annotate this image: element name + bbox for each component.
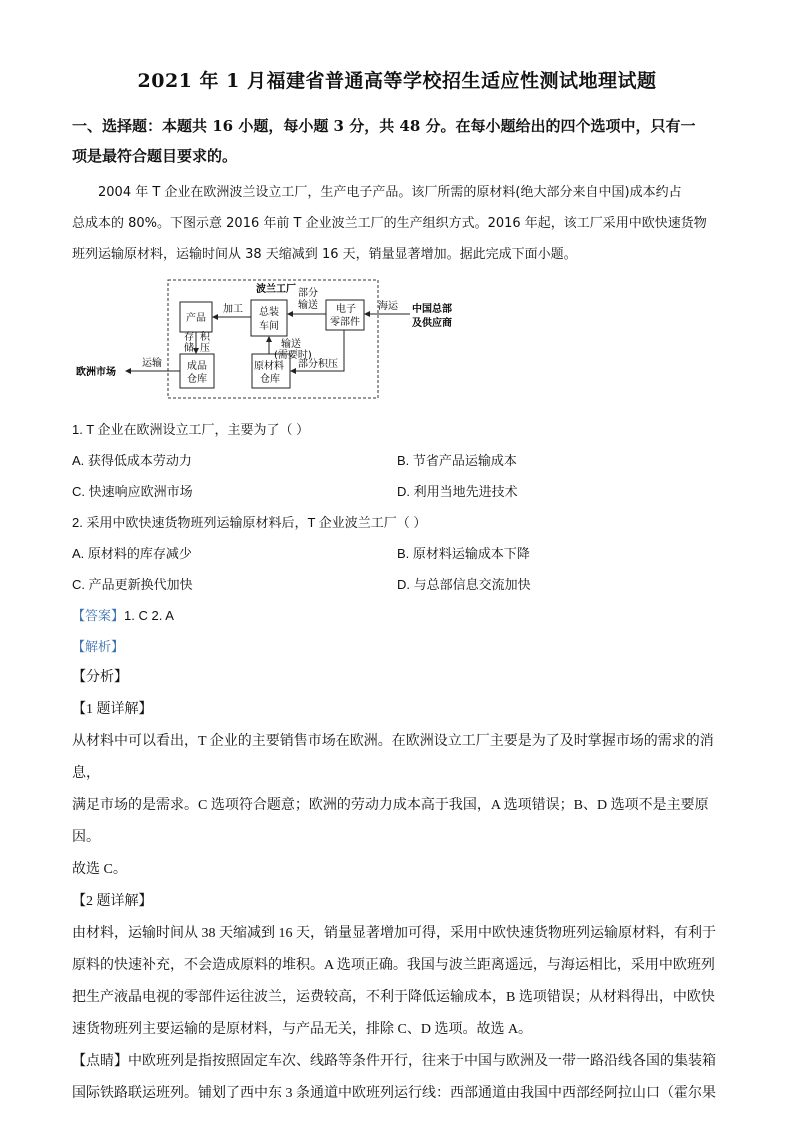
backlog-2: 压 <box>200 343 210 354</box>
detail-2-line-2: 原料的快速补充，不会造成原料的堆积。A 选项正确。我国与波兰距离遥远，与海运相比，采用中欧班列 <box>72 958 715 973</box>
q2-option-c: C. 产品更新换代加快 <box>72 577 193 592</box>
intro-line-3: 班列运输原材料，运输时间从 38 天缩减到 16 天，销量显著增加。据此完成下面小题。 <box>72 247 577 262</box>
partial-transport-1: 部分 <box>298 288 318 299</box>
detail-1-line-3: 故选 C。 <box>72 862 127 877</box>
dianjing-tag: 【点睛】 <box>72 1054 128 1069</box>
raw-label-1: 原材料 <box>254 361 284 372</box>
section-heading-line2: 项是最符合题目要求的。 <box>72 147 238 165</box>
q1-option-a: A. 获得低成本劳动力 <box>72 453 192 468</box>
detail-2-line-1: 由材料，运输时间从 38 天缩减到 16 天，销量显著增加可得，采用中欧快速货物班列运输原材料，有利于 <box>72 926 716 941</box>
process-label: 加工 <box>223 304 243 315</box>
question-1-stem: 1. T 企业在欧洲设立工厂，主要为了（ ） <box>72 422 310 437</box>
detail-1-line-1: 从材料中可以看出，T 企业的主要销售市场在欧洲。在欧洲设立工厂主要是为了及时掌握市场的需求的消息， <box>72 734 714 781</box>
production-diagram <box>76 274 496 404</box>
detail-2-line-3: 把生产液晶电视的零部件运往波兰，运费较高，不利于降低运输成本，B 选项错误；从材料得出，中欧快 <box>72 990 715 1005</box>
intro-line-2: 总成本的 80%。下图示意 2016 年前 T 企业波兰工厂的生产组织方式。2016 年起，该工厂采用中欧快速货物 <box>72 216 707 231</box>
deliver-1: 输送 <box>281 339 301 350</box>
assembly-label-1: 总装 <box>259 307 279 318</box>
sea-label: 海运 <box>378 301 398 312</box>
page <box>72 66 722 1110</box>
page-title: 2021 年 1 月福建省普通高等学校招生适应性测试地理试题 <box>137 70 657 92</box>
q2-option-a: A. 原材料的库存减少 <box>72 546 192 561</box>
analysis-tag: 【解析】 <box>72 639 125 654</box>
question-1-options <box>72 445 722 507</box>
dianjing-line-2: 国际铁路联运班列。铺划了西中东 3 条通道中欧班列运行线：西部通道由我国中西部经阿拉山口（霍尔果 <box>72 1086 716 1101</box>
storage-1: 存 <box>184 332 194 343</box>
q2-option-b: B. 原材料运输成本下降 <box>397 546 530 561</box>
fenxi-tag: 【分析】 <box>72 670 128 685</box>
assembly-label-2: 车间 <box>259 321 279 332</box>
market-label: 欧洲市场 <box>76 367 116 378</box>
question-2-options <box>72 538 722 600</box>
backlog-1: 积 <box>200 332 210 343</box>
q1-option-d: D. 利用当地先进技术 <box>397 484 518 499</box>
hq-label-2: 及供应商 <box>412 318 452 329</box>
question-2-stem: 2. 采用中欧快速货物班列运输原材料后，T 企业波兰工厂（ ） <box>72 515 427 530</box>
detail-2-line-4: 速货物班列主要运输的是原材料，与产品无关，排除 C、D 选项。故选 A。 <box>72 1022 533 1037</box>
intro-line-1: 2004 年 T 企业在欧洲波兰设立工厂，生产电子产品。该厂所需的原材料(绝大部分来自中国)成本约占 <box>98 185 682 200</box>
q2-option-d: D. 与总部信息交流加快 <box>397 577 531 592</box>
dianjing-line-1 <box>72 1046 722 1078</box>
dianjing-text-1: 中欧班列是指按照固定车次、线路等条件开行，往来于中国与欧洲及一带一路沿线各国的集装箱 <box>128 1054 716 1069</box>
answer-text: 1. C 2. A <box>124 608 174 623</box>
q1-option-c: C. 快速响应欧洲市场 <box>72 484 193 499</box>
warehouse-label-2: 仓库 <box>187 374 207 385</box>
hq-label-1: 中国总部 <box>412 304 452 315</box>
section-heading-line1: 一、选择题：本题共 16 小题，每小题 3 分，共 48 分。在每小题给出的四个选项中，只有一 <box>72 117 696 135</box>
components-label-1: 电子 <box>336 304 356 315</box>
detail-2-head: 【2 题详解】 <box>72 894 153 909</box>
warehouse-label-1: 成品 <box>187 361 207 372</box>
partial-transport-2: 输送 <box>298 300 318 311</box>
transport-label: 运输 <box>142 358 162 369</box>
answer-line <box>72 600 722 631</box>
q1-option-b: B. 节省产品运输成本 <box>397 453 517 468</box>
partial-backlog-label: 部分积压 <box>298 359 338 370</box>
components-label-2: 零部件 <box>330 317 360 328</box>
detail-1-head: 【1 题详解】 <box>72 702 153 717</box>
factory-label: 波兰工厂 <box>256 284 296 295</box>
answer-tag: 【答案】 <box>72 608 125 623</box>
product-label: 产品 <box>186 313 206 324</box>
deliver-2: (需要时) <box>274 350 312 361</box>
storage-2: 储 <box>184 343 194 354</box>
detail-1-line-2: 满足市场的是需求。C 选项符合题意；欧洲的劳动力成本高于我国，A 选项错误；B、D 选项不是主要原因。 <box>72 798 709 845</box>
raw-label-2: 仓库 <box>260 374 280 385</box>
